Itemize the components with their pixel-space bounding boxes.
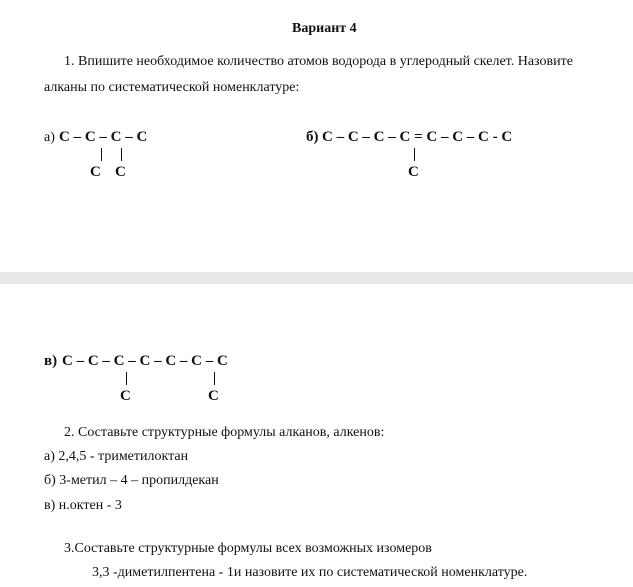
item-a-sub-1: C [90, 164, 101, 180]
item-v-sub-2: C [208, 388, 219, 404]
item-v-sub-1: C [120, 388, 131, 404]
item-v-bond-2 [214, 372, 215, 385]
task3-line1: 3.Составьте структурные формулы всех возможных изомеров [64, 541, 432, 556]
task1-line2: алканы по систематической номенклатуре: [44, 80, 300, 95]
item-v-chain: C – C – C – C – C – C – C [62, 353, 228, 369]
item-a-chain: C – C – C – C [59, 129, 148, 145]
item-b-sub-1: C [408, 164, 419, 180]
item-v-label: в) [44, 353, 58, 369]
item-b-chain: C – C – C – C = C – C – C - C [322, 129, 513, 145]
item-b-bond-1 [414, 148, 415, 161]
item-a-sub-2: C [115, 164, 126, 180]
task2-item-b: б) 3-метил – 4 – пропилдекан [44, 473, 219, 488]
task2-item-a: а) 2,4,5 - триметилоктан [44, 449, 189, 464]
item-a-bond-1 [101, 148, 102, 161]
task2-item-v: в) н.октен - 3 [44, 498, 122, 513]
task3-line2: 3,3 -диметилпентена - 1и назовите их по систематической номенклатуре. [92, 565, 528, 580]
item-b-label: б) [306, 129, 319, 145]
item-a-bond-2 [121, 148, 122, 161]
item-a-label: а) [44, 130, 55, 145]
document-title: Вариант 4 [292, 21, 357, 36]
item-v-bond-1 [126, 372, 127, 385]
page-separator [0, 272, 633, 284]
task2-heading: 2. Составьте структурные формулы алканов, алкенов: [64, 425, 385, 440]
task1-line1: 1. Впишите необходимое количество атомов водорода в углеродный скелет. Назовите [64, 54, 573, 69]
